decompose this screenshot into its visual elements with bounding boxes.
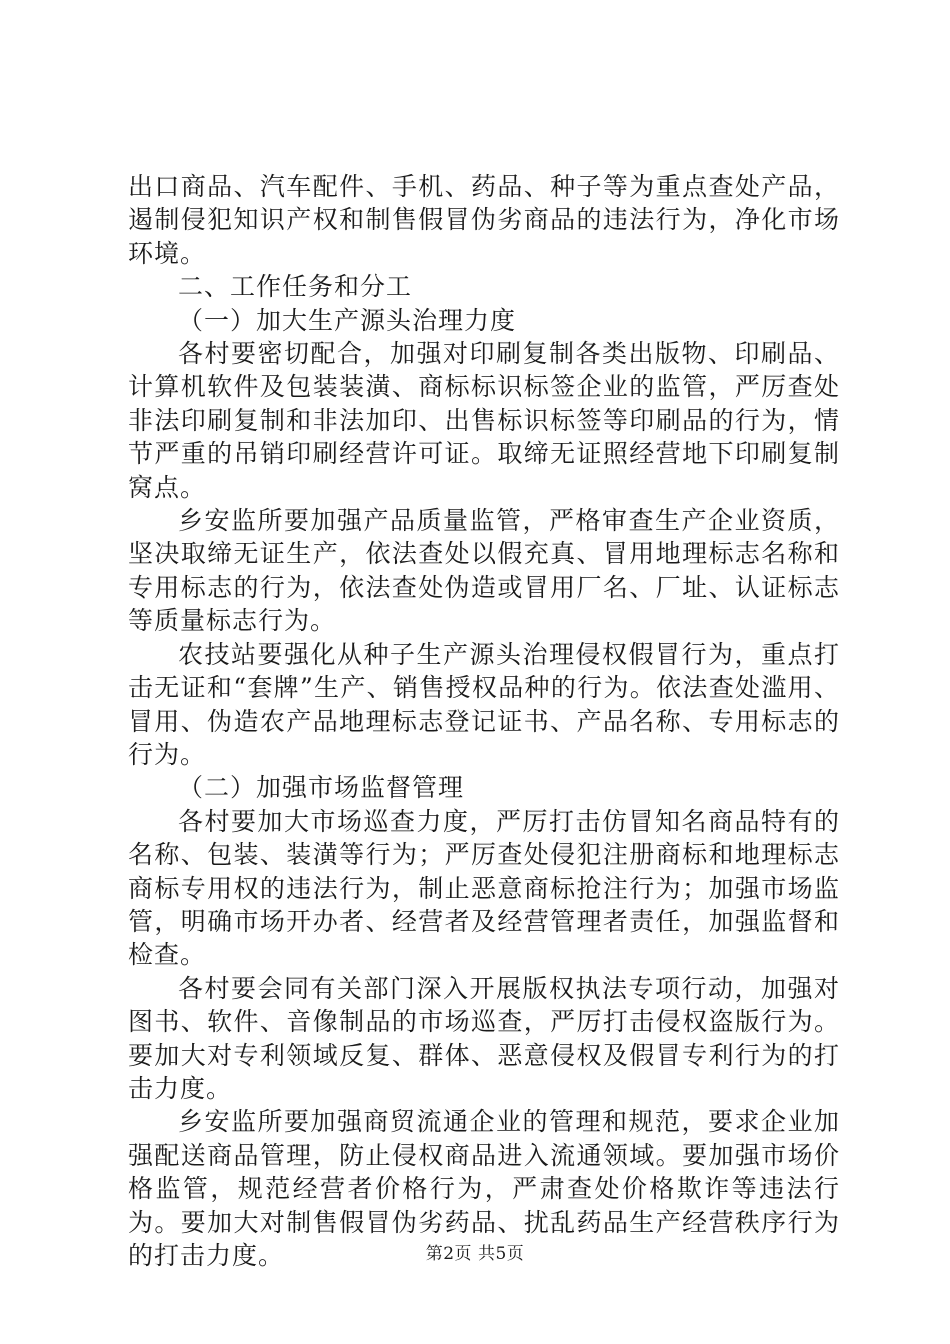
subsection-heading-market: （二）加强市场监督管理 <box>178 773 465 803</box>
paragraph-printing: 各村要密切配合，加强对印刷复制各类出版物、印刷品、计算机软件及包装装潢、商标标识标签企业的监管，严厉查处非法印刷复制和非法加印、出售标识标签等印刷品的行为，情节严重的吊销印刷经营许可证。取缔无证照经营地下印刷复制窝点。 <box>128 339 840 502</box>
paragraph-circulation: 乡安监所要加强商贸流通企业的管理和规范，要求企业加强配送商品管理，防止侵权商品进入流通领域。要加强市场价格监管，规范经营者价格行为，严肃查处价格欺诈等违法行为。要加大对制售假冒伪劣药品、扰乱药品生产经营秩序行为的打击力度。 <box>128 1107 840 1270</box>
paragraph-copyright: 各村要会同有关部门深入开展版权执法专项行动，加强对图书、软件、音像制品的市场巡查，严厉打击侵权盗版行为。要加大对专利领域反复、群体、恶意侵权及假冒专利行为的打击力度。 <box>128 973 840 1103</box>
page-number: 第2页 共5页 <box>425 1244 525 1264</box>
paragraph-continuation: 出口商品、汽车配件、手机、药品、种子等为重点查处产品，遏制侵犯知识产权和制售假冒伪劣商品的违法行为，净化市场环境。 <box>128 172 840 268</box>
paragraph-market-patrol: 各村要加大市场巡查力度，严厉打击仿冒知名商品特有的名称、包装、装潢等行为；严厉查处侵犯注册商标和地理标志商标专用权的违法行为，制止恶意商标抢注行为；加强市场监管，明确市场开办者、经营者及经营管理者责任，加强监督和检查。 <box>128 806 840 970</box>
document-body <box>128 170 840 1272</box>
section-heading-tasks: 二、工作任务和分工 <box>178 272 413 302</box>
paragraph-seeds: 农技站要强化从种子生产源头治理侵权假冒行为，重点打击无证和“套牌”生产、销售授权品种的行为。依法查处滥用、冒用、伪造农产品地理标志登记证书、产品名称、专用标志的行为。 <box>128 639 840 769</box>
paragraph-quality: 乡安监所要加强产品质量监管，严格审查生产企业资质，坚决取缔无证生产，依法查处以假充真、冒用地理标志名称和专用标志的行为，依法查处伪造或冒用厂名、厂址、认证标志等质量标志行为。 <box>128 506 840 636</box>
subsection-heading-source: （一）加大生产源头治理力度 <box>178 305 517 335</box>
